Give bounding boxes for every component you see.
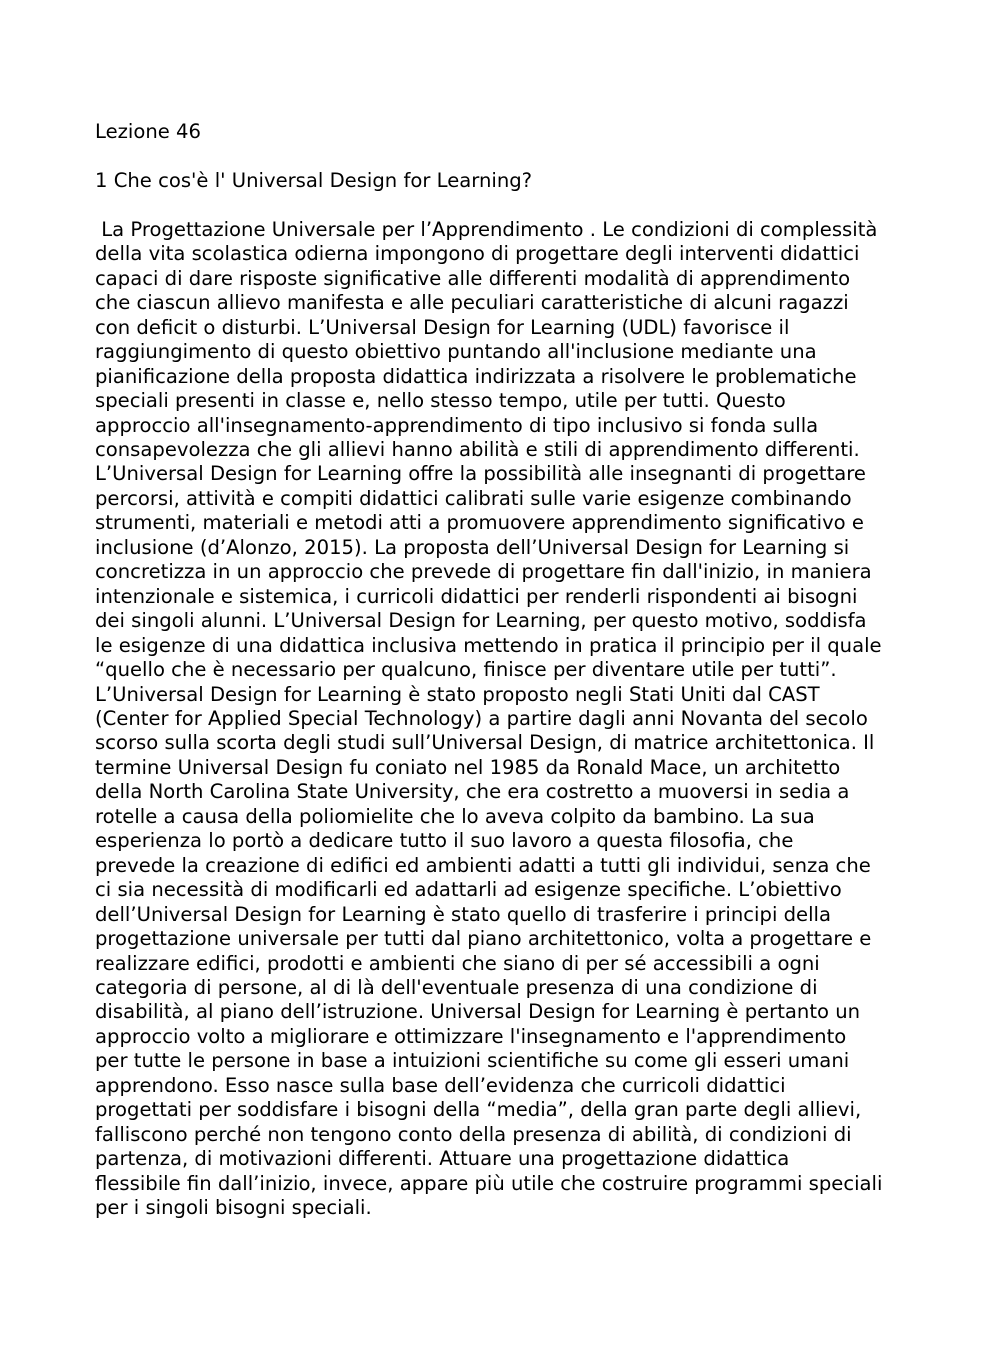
body-text-line: le esigenze di una didattica inclusiva mettendo in pratica il principio per il quale <box>95 633 882 657</box>
body-text-line: partenza, di motivazioni differenti. Attuare una progettazione didattica <box>95 1147 790 1171</box>
body-text-line: termine Universal Design fu coniato nel 1985 da Ronald Mace, un architetto <box>95 755 841 779</box>
body-text-line: della North Carolina State University, che era costretto a muoversi in sedia a <box>95 780 850 804</box>
body-text-line: strumenti, materiali e metodi atti a promuovere apprendimento significativo e <box>95 511 864 535</box>
body-text-line: “quello che è necessario per qualcuno, finisce per diventare utile per tutti”. <box>95 658 837 682</box>
body-text-line: dell’Universal Design for Learning è stato quello di trasferire i principi della <box>95 902 831 926</box>
body-text-line: ci sia necessità di modificarli ed adattarli ad esigenze specifiche. L’obiettivo <box>95 878 842 902</box>
document-page <box>95 120 915 1220</box>
body-text-line: categoria di persone, al di là dell'eventuale presenza di una condizione di <box>95 975 818 999</box>
body-text-line: La Progettazione Universale per l’Apprendimento . Le condizioni di complessità <box>95 217 878 241</box>
body-text-line: intenzionale e sistemica, i curricoli didattici per renderli rispondenti ai bisogni <box>95 584 858 608</box>
body-text-line: apprendono. Esso nasce sulla base dell’evidenza che curricoli didattici <box>95 1073 786 1097</box>
body-text-line: consapevolezza che gli allievi hanno abilità e stili di apprendimento differenti. <box>95 437 860 461</box>
body-paragraph <box>95 218 915 1221</box>
question-heading: 1 Che cos'è l' Universal Design for Learning? <box>95 169 533 193</box>
body-text-line: (Center for Applied Special Technology) a partire dagli anni Novanta del secolo <box>95 706 868 730</box>
lesson-title: Lezione 46 <box>95 120 201 143</box>
body-text-line: flessibile fin dall’inizio, invece, appare più utile che costruire programmi speciali <box>95 1171 883 1195</box>
body-text-line: speciali presenti in classe e, nello stesso tempo, utile per tutti. Questo <box>95 389 786 413</box>
body-text-line: realizzare edifici, prodotti e ambienti che siano di per sé accessibili a ogni <box>95 951 820 975</box>
body-text-line: inclusione (d’Alonzo, 2015). La proposta dell’Universal Design for Learning si <box>95 535 850 559</box>
body-text-line: percorsi, attività e compiti didattici calibrati sulle varie esigenze combinando <box>95 486 852 510</box>
body-text-line: esperienza lo portò a dedicare tutto il suo lavoro a questa filosofia, che <box>95 829 794 853</box>
body-text-line: prevede la creazione di edifici ed ambienti adatti a tutti gli individui, senza che <box>95 853 871 877</box>
body-text-line: approccio all'insegnamento-apprendimento di tipo inclusivo si fonda sulla <box>95 413 819 437</box>
body-text-line: rotelle a causa della poliomielite che lo aveva colpito da bambino. La sua <box>95 804 815 828</box>
body-text-line: concretizza in un approccio che prevede di progettare fin dall'inizio, in maniera <box>95 560 872 584</box>
body-text-line: raggiungimento di questo obiettivo puntando all'inclusione mediante una <box>95 340 817 364</box>
body-text-line: L’Universal Design for Learning offre la possibilità alle insegnanti di progettare <box>95 462 866 486</box>
body-text-line: scorso sulla scorta degli studi sull’Universal Design, di matrice architettonica. Il <box>95 731 875 755</box>
body-text-line: per tutte le persone in base a intuizioni scientifiche su come gli esseri umani <box>95 1049 850 1073</box>
body-text-line: della vita scolastica odierna impongono di progettare degli interventi didattici <box>95 242 860 266</box>
body-text-line: progettazione universale per tutti dal piano architettonico, volta a progettare e <box>95 927 872 951</box>
body-text-line: falliscono perché non tengono conto della presenza di abilità, di condizioni di <box>95 1122 852 1146</box>
body-text-line: progettati per soddisfare i bisogni della “media”, della gran parte degli allievi, <box>95 1098 862 1122</box>
body-text-line: dei singoli alunni. L’Universal Design for Learning, per questo motivo, soddisfa <box>95 609 867 633</box>
body-text-line: con deficit o disturbi. L’Universal Design for Learning (UDL) favorisce il <box>95 315 790 339</box>
body-text-line: disabilità, al piano dell’istruzione. Universal Design for Learning è pertanto un <box>95 1000 861 1024</box>
body-text-line: capaci di dare risposte significative alle differenti modalità di apprendimento <box>95 266 851 290</box>
body-text-line: per i singoli bisogni speciali. <box>95 1196 372 1220</box>
body-text-line: L’Universal Design for Learning è stato proposto negli Stati Uniti dal CAST <box>95 682 820 706</box>
body-text-line: approccio volto a migliorare e ottimizzare l'insegnamento e l'apprendimento <box>95 1024 847 1048</box>
body-text-line: che ciascun allievo manifesta e alle peculiari caratteristiche di alcuni ragazzi <box>95 291 849 315</box>
body-text-line: pianificazione della proposta didattica indirizzata a risolvere le problematiche <box>95 364 857 388</box>
